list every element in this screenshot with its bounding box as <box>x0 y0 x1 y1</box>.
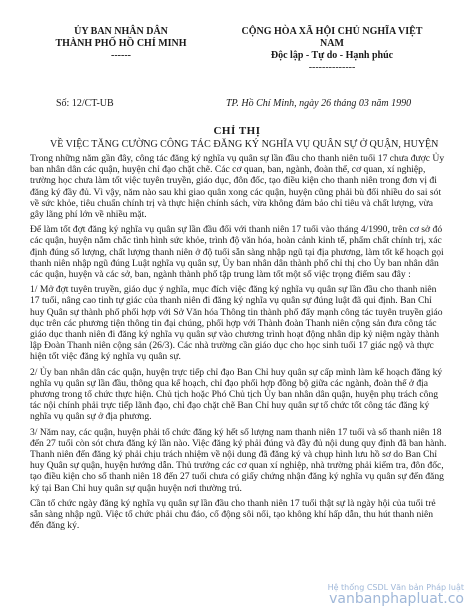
paragraph: 3/ Năm nay, các quận, huyện phải tổ chức đăng ký hết số lượng nam thanh niên 17 tuổi và số thanh niên 18 đến 27 tuổi còn sót chưa đăng ký lần nào. Việc đăng ký phải đúng và đầy đủ nội dung quy định đã ban hành. Thanh niên đến đăng ký phải chịu trách nhiệm về nội dung đã đăng ký và chụp hình lưu hồ sơ do Ban Chỉ huy Quân sự quận, huyện hướng dẫn. Thủ trưởng các cơ quan xí nghiệp, nhà trường phải kiểm tra, đôn đốc, tạo điều kiện cho số thanh niên 18 đến 27 tuổi chưa có giấy chứng nhận đăng ký nghĩa vụ quân sự đến đăng ký tại Ban Chỉ huy quân sự quận huyện nơi thường trú. <box>30 426 447 494</box>
motto-line-3: Độc lập - Tự do - Hạnh phúc <box>270 50 394 61</box>
motto-line-2: NAM <box>320 38 344 49</box>
paragraph: Để làm tốt đợt đăng ký nghĩa vụ quân sự lần đầu đối với thanh niên 17 tuổi vào tháng 4/1990, trên cơ sở đó các quận, huyện nắm chắc tình hình sức khỏe, trình độ văn hóa, hoàn cảnh kinh tế, phẩm chất chính trị, xác định đúng số lượng, chất lượng thanh niên ở độ tuổi sẵn sàng nhập ngũ tại địa phương, làm tốt kế hoạch gọi thanh niên nhập ngũ đúng Luật nghĩa vụ quân sự, Ủy ban nhân dân thành phố chỉ thị cho Ủy ban nhân dân các quận, huyện và các sở, ban, ngành thành phố tập trung làm tốt một số việc trọng điểm sau đây : <box>30 224 444 281</box>
agency-separator: ------ <box>111 50 131 61</box>
document-date: TP. Hồ Chí Minh, ngày 26 tháng 03 năm 1990 <box>226 98 412 109</box>
paragraph: 2/ Ủy ban nhân dân các quận, huyện trực tiếp chỉ đạo Ban Chỉ huy quân sự cấp mình làm kế hoạch đăng ký nghĩa vụ quân sự lần đầu, thông qua kế hoạch, chỉ đạo phối hợp đồng bộ giữa các ngành, đoàn thể ở địa phương trong tổ chức thực hiện. Chủ tịch hoặc Phó Chủ tịch Ủy ban nhân dân quận, huyện phụ trách công tác nội chính phải trực tiếp lãnh đạo, chỉ đạo chặt chẽ Ban Chỉ huy quân sự tổ chức tốt công tác đăng ký nghĩa vụ quân sự ở địa phương. <box>30 366 443 423</box>
document-subject: VỀ VIỆC TĂNG CƯỜNG CÔNG TÁC ĐĂNG KÝ NGHĨA VỤ QUÂN SỰ Ở QUẬN, HUYỆN <box>50 139 439 150</box>
agency-line-2: THÀNH PHỐ HỒ CHÍ MINH <box>55 38 187 49</box>
paragraph: Trong những năm gần đây, công tác đăng ký nghĩa vụ quân sự lần đầu cho thanh niên tuổi 17 chưa được Ủy ban nhân dân các quận, huyện chỉ đạo chặt chẽ. Các cơ quan, ban, ngành, đoàn thể, cơ quan, xí nghiệp, trường học chưa làm tốt việc tuyên truyền, giáo dục, đôn đốc, tạo điều kiện cho thanh niên trong đơn vị đi đăng ký đầy đủ. Vì vậy, năm nào sau khi giao quân xong các quận, huyện cũng phải bù đối nhiều do sai sót về sức khỏe, tiêu chuẩn chính trị và thực hiện chính sách, vừa không đảm bảo chỉ tiêu và chất lượng, vừa gây lãng phí lớn về nhiều mặt. <box>30 153 445 221</box>
document-number: Số: 12/CT-UB <box>56 98 114 109</box>
paragraph: 1/ Mở đợt tuyên truyền, giáo dục ý nghĩa, mục đích việc đăng ký nghĩa vụ quân sự lần đầu cho thanh niên 17 tuổi, nâng cao tinh tự giác của thanh niên đi đăng ký nghĩa vụ quân sự đúng luật đã qui định. Ban Chỉ huy Quân sự thành phố phối hợp với Sở Văn hóa Thông tin thành phố đẩy mạnh công tác tuyên truyền giáo dục trên các phương tiện thông tin đại chúng, phối hợp với Thành đoàn Thanh niên cộng sản đưa công tác giáo dục thanh niên đi đăng ký nghĩa vụ quân sự vào chương trình hoạt động nhân dịp kỷ niệm ngày thành lập Đoàn Thanh niên cộng sản (26/3). Các nhà trường cần giáo dục cho học sinh tuổi 17 giác ngộ và thực hiện tốt việc đăng ký nghĩa vụ quân sự. <box>30 284 443 363</box>
agency-line-1: ỦY BAN NHÂN DÂN <box>74 26 168 37</box>
motto-separator: -------------- <box>308 62 356 73</box>
motto-line-1: CỘNG HÒA XÃ HỘI CHỦ NGHĨA VIỆT <box>241 26 423 37</box>
national-motto <box>212 26 452 74</box>
document-type: CHỈ THỊ <box>213 125 261 137</box>
watermark-domain: vanbanphapluat.co <box>329 591 464 607</box>
watermark-tagline: Hệ thống CSDL Văn bản Pháp luật <box>327 583 464 592</box>
document-body <box>30 153 448 536</box>
site-watermark <box>328 583 464 607</box>
paragraph: Cần tổ chức ngày đăng ký nghĩa vụ quân sự lần đầu cho thanh niên 17 tuổi thật sự là ngày hội của tuổi trẻ sẵn sàng nhập ngũ. Việc tổ chức phải chu đáo, cổ động sôi nổi, tạo không khí hấp dẫn, thu hút thanh niên đến đăng ký. <box>30 497 436 532</box>
issuing-agency <box>46 26 196 62</box>
